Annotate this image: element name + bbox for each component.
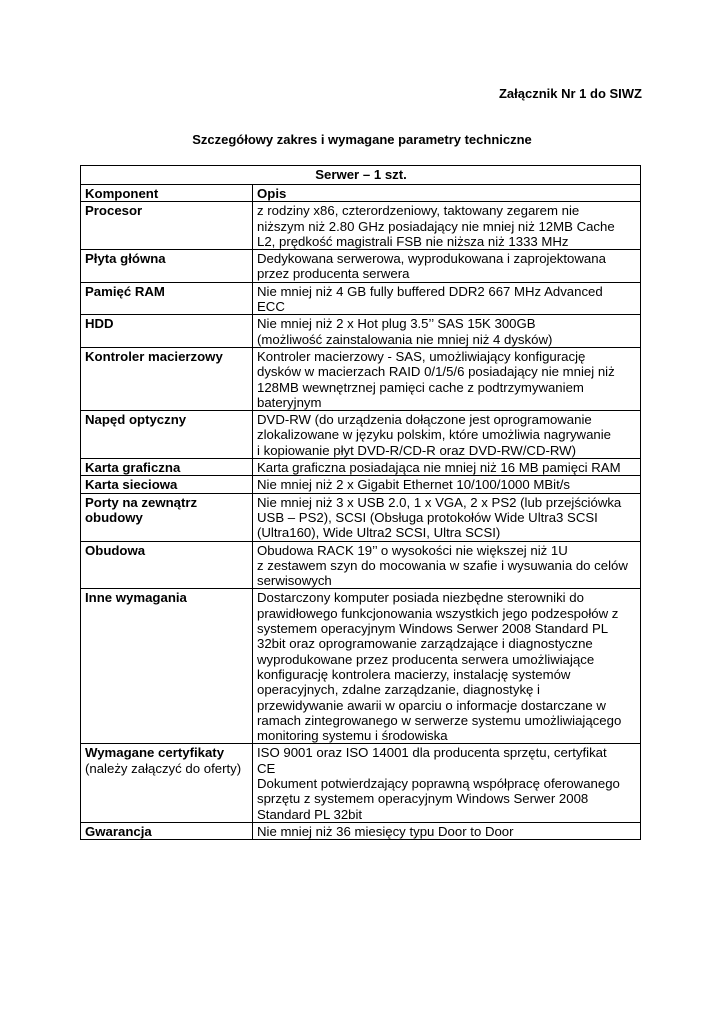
specification-table (80, 165, 641, 840)
table-row (81, 589, 641, 744)
component-cell: Procesor (81, 202, 253, 250)
component-cell: Karta sieciowa (81, 476, 253, 493)
component-cell: Płyta główna (81, 250, 253, 283)
description-cell: Nie mniej niż 2 x Gigabit Ethernet 10/100/1000 MBit/s (253, 476, 641, 493)
annex-label: Załącznik Nr 1 do SIWZ (498, 86, 642, 101)
table-row (81, 459, 641, 476)
document-title: Szczegółowy zakres i wymagane parametry techniczne (192, 132, 532, 147)
table-row (81, 541, 641, 589)
component-cell: HDD (81, 315, 253, 348)
description-cell: DVD-RW (do urządzenia dołączone jest oprogramowanie zlokalizowane w języku polskim, które umożliwia nagrywanie i kopiowanie płyt DVD-R/CD-R oraz DVD-RW/CD-RW) (253, 411, 641, 459)
component-cell: Obudowa (81, 541, 253, 589)
description-cell: Nie mniej niż 3 x USB 2.0, 1 x VGA, 2 x PS2 (lub przejściówka USB – PS2), SCSI (Obsługa protokołów Wide Ultra3 SCSI (Ultra160), Wide Ultra2 SCSI, Ultra SCSI) (253, 493, 641, 541)
header-component: Komponent (81, 185, 253, 202)
component-name: Wymagane certyfikaty (85, 745, 225, 761)
table-row (81, 493, 641, 541)
component-cell: Inne wymagania (81, 589, 253, 744)
component-cell: Karta graficzna (81, 459, 253, 476)
table-row (81, 250, 641, 283)
description-cell: Kontroler macierzowy - SAS, umożliwiający konfigurację dysków w macierzach RAID 0/1/5/6 posiadający nie mniej niż 128MB wewnętrznej pamięci cache z podtrzymywaniem bateryjnym (253, 347, 641, 410)
table-header-row (81, 185, 641, 202)
description-cell: Karta graficzna posiadająca nie mniej niż 16 MB pamięci RAM (253, 459, 641, 476)
description-cell: ISO 9001 oraz ISO 14001 dla producenta sprzętu, certyfikat CE Dokument potwierdzający poprawną współpracę oferowanego sprzętu z systemem operacyjnym Windows Serwer 2008 Standard PL 32bit (253, 744, 641, 822)
table-row (81, 202, 641, 250)
component-cell (81, 744, 253, 822)
table-caption: Serwer – 1 szt. (81, 166, 641, 185)
description-cell: Nie mniej niż 36 miesięcy typu Door to Door (253, 822, 641, 839)
component-cell: Napęd optyczny (81, 411, 253, 459)
table-row (81, 282, 641, 315)
table-row (81, 744, 641, 822)
component-cell: Kontroler macierzowy (81, 347, 253, 410)
table-row (81, 411, 641, 459)
table-row (81, 822, 641, 839)
description-cell: Obudowa RACK 19’’ o wysokości nie większej niż 1U z zestawem szyn do mocowania w szafie i wysuwania do celów serwisowych (253, 541, 641, 589)
description-cell: z rodziny x86, czterordzeniowy, taktowany zegarem nie niższym niż 2.80 GHz posiadający nie mniej niż 12MB Cache L2, prędkość magistrali FSB nie niższa niż 1333 MHz (253, 202, 641, 250)
header-description: Opis (253, 185, 641, 202)
component-cell: Pamięć RAM (81, 282, 253, 315)
description-cell: Dedykowana serwerowa, wyprodukowana i zaprojektowana przez producenta serwera (253, 250, 641, 283)
description-cell: Nie mniej niż 2 x Hot plug 3.5’’ SAS 15K 300GB (możliwość zainstalowania nie mniej niż 4 dysków) (253, 315, 641, 348)
component-note: (należy załączyć do oferty) (85, 760, 242, 776)
description-cell: Dostarczony komputer posiada niezbędne sterowniki do prawidłowego funkcjonowania wszystkich jego podzespołów z systemem operacyjnym Windows Serwer 2008 Standard PL 32bit oraz oprogramowanie zarządzające i diagnostyczne wyprodukowane przez producenta serwera umożliwiające konfigurację kontrolera macierzy, instalację systemów operacyjnych, zdalne zarządzanie, diagnostykę i przewidywanie awarii w oparciu o informacje dostarczane w ramach zintegrowanego w serwerze systemu umożliwiającego monitoring systemu i środowiska (253, 589, 641, 744)
table-row (81, 476, 641, 493)
component-cell: Porty na zewnątrz obudowy (81, 493, 253, 541)
table-row (81, 315, 641, 348)
description-cell: Nie mniej niż 4 GB fully buffered DDR2 667 MHz Advanced ECC (253, 282, 641, 315)
table-caption-row (81, 166, 641, 185)
table-row (81, 347, 641, 410)
component-cell: Gwarancja (81, 822, 253, 839)
